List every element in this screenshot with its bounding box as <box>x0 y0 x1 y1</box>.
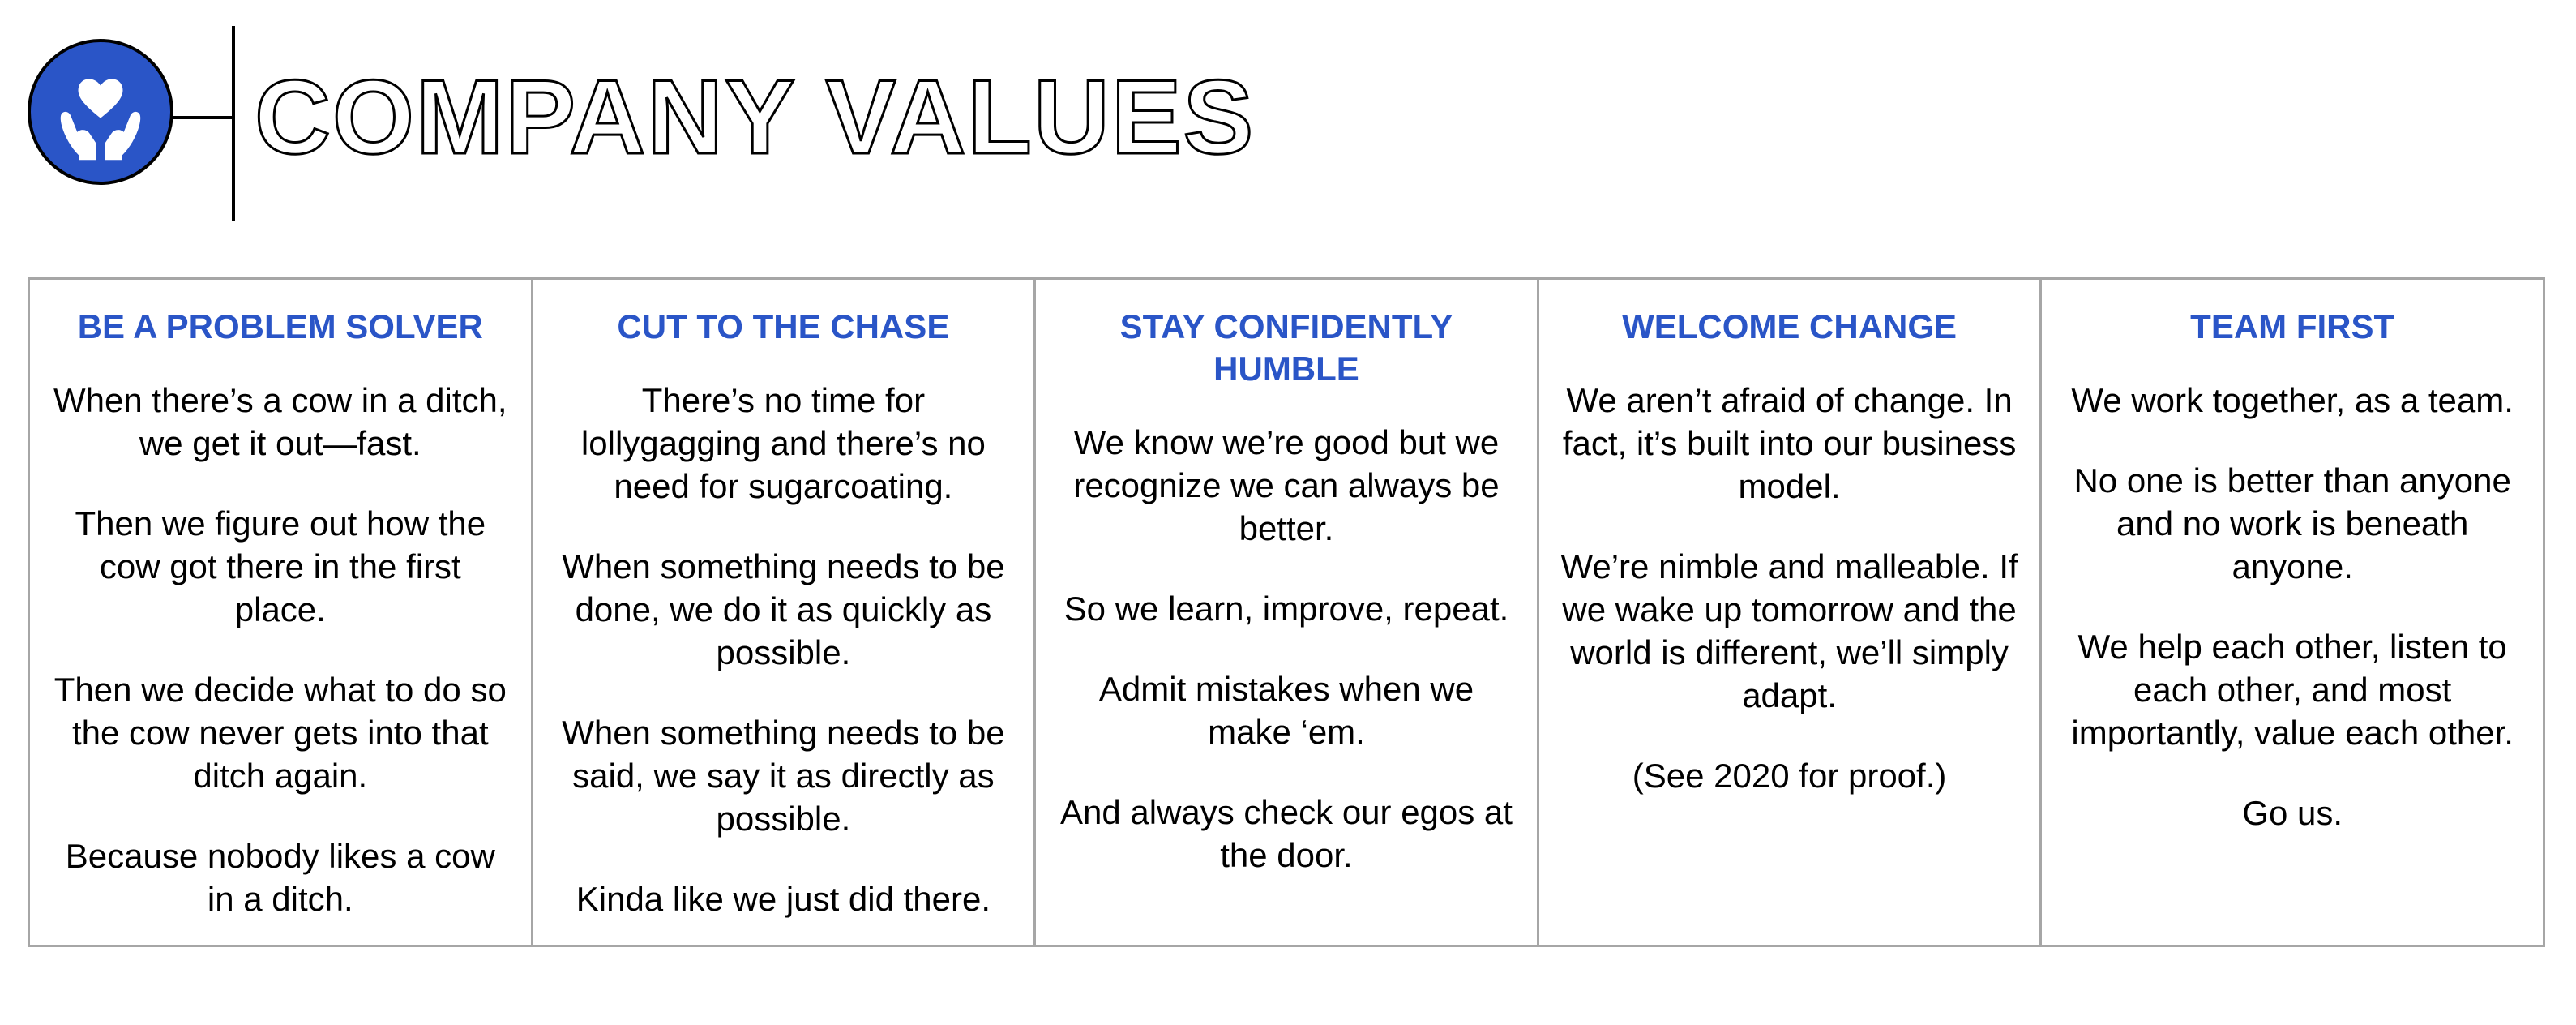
value-paragraph: When something needs to be done, we do it as quickly as possible. <box>562 547 1005 671</box>
value-paragraph: Then we figure out how the cow got there in the first place. <box>75 504 486 628</box>
value-paragraph: We’re nimble and malleable. If we wake up tomorrow and the world is different, we’ll simply adapt. <box>1560 547 2018 714</box>
value-paragraph: Because nobody likes a cow in a ditch. <box>65 837 495 918</box>
value-column-team-first <box>2042 280 2543 945</box>
value-paragraph: When something needs to be said, we say it as directly as possible. <box>562 714 1005 838</box>
value-paragraph: No one is better than anyone and no work is beneath anyone. <box>2073 461 2511 585</box>
value-paragraph: So we learn, improve, repeat. <box>1063 590 1509 628</box>
value-paragraph: We work together, as a team. <box>2071 381 2514 419</box>
value-paragraph: Go us. <box>2242 794 2343 832</box>
value-heading: BE A PROBLEM SOLVER <box>77 307 483 345</box>
value-column-problem-solver <box>30 280 533 945</box>
value-paragraph: Then we decide what to do so the cow never gets into that ditch again. <box>53 671 507 795</box>
header-divider <box>232 26 235 221</box>
value-paragraph: Admit mistakes when we make ‘em. <box>1098 670 1474 751</box>
value-heading: WELCOME CHANGE <box>1622 307 1958 345</box>
value-paragraph: When there’s a cow in a ditch, we get it out—fast. <box>53 381 507 462</box>
heart-in-hands-icon <box>31 42 170 182</box>
value-column-welcome-change <box>1539 280 2043 945</box>
value-paragraph: (See 2020 for proof.) <box>1632 757 1947 795</box>
value-paragraph: We help each other, listen to each other, and most importantly, value each other. <box>2071 628 2514 752</box>
value-column-confidently-humble <box>1036 280 1539 945</box>
page-title: COMPANY VALUES <box>255 58 1256 176</box>
values-table <box>28 277 2545 947</box>
value-paragraph: And always check our egos at the door. <box>1059 793 1513 874</box>
value-column-cut-to-the-chase <box>533 280 1037 945</box>
value-paragraph: Kinda like we just did there. <box>576 880 991 918</box>
value-paragraph: We aren’t afraid of change. In fact, it’s built into our business model. <box>1562 381 2017 505</box>
logo-connector-line <box>173 116 232 119</box>
value-heading: CUT TO THE CHASE <box>617 307 950 345</box>
value-paragraph: We know we’re good but we recognize we can always be better. <box>1073 423 1500 547</box>
value-heading: STAY CONFIDENTLY HUMBLE <box>1119 307 1453 388</box>
logo <box>28 39 173 185</box>
value-heading: TEAM FIRST <box>2190 307 2395 345</box>
value-paragraph: There’s no time for lollygagging and there’s no need for sugarcoating. <box>580 381 986 505</box>
